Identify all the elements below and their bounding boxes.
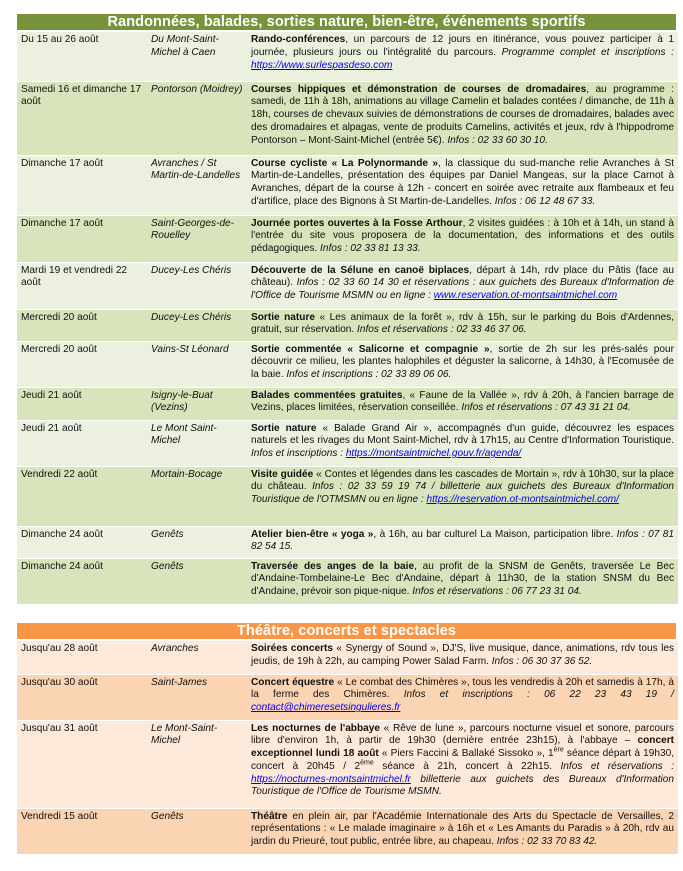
event-text: en plein air, par l'Académie Internationale des Arts du Spectacle de Versailles, 2 représentations : « Le malade imaginaire » à 16h et « Les Amants du Paradis » à 20h, rdv au jardin du Prieuré, tout public, entrée libre, au chapeau. xyxy=(251,810,674,848)
table-row xyxy=(17,262,678,309)
event-title: Sortie nature xyxy=(251,422,317,434)
event-title: Course cycliste « La Polynormande » xyxy=(251,157,438,169)
event-title: Sortie nature xyxy=(251,311,315,323)
table-row xyxy=(17,420,678,466)
table-row xyxy=(17,32,678,81)
event-place: Du Mont-Saint-Michel à Caen xyxy=(147,32,247,81)
event-text: séance départ à 19h30, concert à 20h45 / 2 xyxy=(251,748,675,772)
event-description xyxy=(247,720,678,808)
event-sup: ème xyxy=(360,759,374,767)
event-description xyxy=(247,526,678,558)
event-text: « Le combat des Chimères », tous les vendredis à 20h et samedis à 17h, à la ferme des Chimères. xyxy=(251,676,674,701)
table-row xyxy=(17,341,678,387)
event-link[interactable]: https://montsaintmichel.gouv.fr/agenda/ xyxy=(345,448,522,460)
event-description xyxy=(247,387,678,420)
event-place: Pontorson (Moidrey) xyxy=(147,81,247,155)
event-date: Mardi 19 et vendredi 22 août xyxy=(17,262,147,309)
event-info: Infos : 02 33 60 14 30 et réservations : aux guichets des Bureaux d'Information de l'Office de Tourisme MSMN ou en ligne : xyxy=(251,277,674,302)
table-row xyxy=(17,387,678,420)
event-text: , au programme : samedi, de 11h à 18h, animations au village Camelin et balades contées / dimanche, de 11h à 18h, courses de chevaux suivies de démonstrations de courses de dromadaires, balades avec des dromadaires et alpagas, vente de produits Camelins, activités et jeux, rdv à l'hippodrome Pontorson – Mont-Saint-Michel (entrée 5€). xyxy=(251,83,674,146)
event-description xyxy=(247,32,678,81)
event-info: Infos : 02 33 81 13 33. xyxy=(320,243,421,255)
event-text: , la classique du sud-manche relie Avranches à St Martin-de-Landelles, présentation des équipes par Daniel Mangeas, sur la place Carnot à Avranches, départ de la course à 12h - concert en soirée avec retraite aux flambeaux et feu d'artifice, place des Bignons à St Martin-de-Landelles. xyxy=(251,157,674,207)
event-info: Infos et réservations : xyxy=(560,760,675,772)
event-text: « Balade Grand Air », accompagnés d'un guide, découvrez les espaces naturels et les rivages du Mont Saint-Michel, rdv à 17h15, au Centre d'Information Touristique. xyxy=(251,422,674,447)
event-text: , départ à 14h, rdv place du Pâtis (face au château). xyxy=(251,264,674,289)
table-row xyxy=(17,674,678,720)
event-text: « Rêve de lune », parcours nocturne visuel et sonore, parcours libre d'environ 1h, à partir de 19h30 (dernière entrée 23h15), à l'abbaye – xyxy=(251,722,675,747)
event-title: Journée portes ouvertes à la Fosse Arthour xyxy=(251,217,463,229)
event-place: Vains-St Léonard xyxy=(147,341,247,387)
event-info: Infos : 02 33 70 83 42. xyxy=(496,836,598,848)
event-link[interactable]: https://www.surlespasdeso.com xyxy=(251,59,393,71)
event-place: Isigny-le-Buat (Vezins) xyxy=(147,387,247,420)
table-row xyxy=(17,558,678,604)
event-date: Mercredi 20 août xyxy=(17,341,147,387)
table-row xyxy=(17,309,678,341)
event-place: Le Mont Saint-Michel xyxy=(147,420,247,466)
event-date: Dimanche 24 août xyxy=(17,558,147,604)
event-info: Infos : 02 33 60 30 10. xyxy=(447,134,548,146)
event-description xyxy=(247,309,678,341)
event-title: Balades commentées gratuites xyxy=(251,389,403,401)
event-date: Du 15 au 26 août xyxy=(17,32,147,81)
event-date: Dimanche 24 août xyxy=(17,526,147,558)
event-place: Genêts xyxy=(147,808,247,854)
event-place: Saint-Georges-de-Rouelley xyxy=(147,215,247,262)
table-row xyxy=(17,215,678,262)
event-description xyxy=(247,466,678,526)
event-title: Théâtre xyxy=(251,810,288,822)
event-text: , sortie de 2h sur les prés-salés pour découvrir ce milieu, les plantes halophiles et déguster la salicorne, à 14h30, à l'Ecomusée de la baie. xyxy=(251,343,674,381)
event-place: Le Mont-Saint-Michel xyxy=(147,720,247,808)
event-date: Mercredi 20 août xyxy=(17,309,147,341)
event-description xyxy=(247,262,678,309)
event-date: Samedi 16 et dimanche 17 août xyxy=(17,81,147,155)
event-date: Jusqu'au 31 août xyxy=(17,720,147,808)
event-text: , à 16h, au bar culturel La Maison, participation libre. xyxy=(373,528,617,540)
event-place: Genêts xyxy=(147,526,247,558)
event-link[interactable]: www.reservation.ot-montsaintmichel.com xyxy=(433,290,618,302)
event-info: Infos et réservations : 07 43 31 21 04. xyxy=(461,402,631,414)
event-title: Les nocturnes de l'abbaye xyxy=(251,722,380,734)
event-title: Sortie commentée « Salicorne et compagnie » xyxy=(251,343,490,355)
event-text: , au profit de la SNSM de Genêts, traversée Le Bec d'Andaine-Tombelaine-Le Bec d'Andaine, départ à 11h30, de la station SNSM du Bec d'Andaine, prévoir son pique-nique. xyxy=(251,560,674,598)
table-row xyxy=(17,808,678,854)
event-description xyxy=(247,420,678,466)
event-title: Traversée des anges de la baie xyxy=(251,560,415,572)
event-info: Infos : 07 81 82 54 15. xyxy=(251,528,674,553)
event-date: Jeudi 21 août xyxy=(17,420,147,466)
event-info: Infos : 06 30 37 36 52. xyxy=(491,655,593,667)
event-title: Courses hippiques et démonstration de courses de dromadaires xyxy=(251,83,587,95)
event-description xyxy=(247,808,678,854)
section-header-theatre: Théâtre, concerts et spectacles xyxy=(17,623,676,639)
events-table-nature xyxy=(17,32,678,605)
event-link[interactable]: https://reservation.ot-montsaintmichel.com/ xyxy=(426,494,619,506)
event-info: Infos : 06 12 48 67 33. xyxy=(494,195,596,207)
table-row xyxy=(17,466,678,526)
event-description xyxy=(247,81,678,155)
event-title: Atelier bien-être « yoga » xyxy=(251,528,374,540)
event-link[interactable]: https://nocturnes-montsaintmichel.fr xyxy=(251,773,411,785)
table-row xyxy=(17,526,678,558)
event-text: , « Faune de la Vallée », rdv à 20h, à l'ancien barrage de Vezins, places limitées, réservation conseillée. xyxy=(251,389,674,414)
event-text: , 2 visites guidées : à 10h et à 14h, un stand à l'entrée du site vous proposera de la documentation, des informations et des outils pédagogiques. xyxy=(251,217,674,255)
event-description xyxy=(247,215,678,262)
event-title: Visite guidée xyxy=(251,468,314,480)
event-place: Avranches / St Martin-de-Landelles xyxy=(147,155,247,215)
event-description xyxy=(247,155,678,215)
event-text: « Les animaux de la forêt », rdv à 15h, sur le parking du Bois d'Ardennes, gratuit, sur réservation. xyxy=(251,311,674,336)
event-highlight: concert exceptionnel lundi 18 août xyxy=(251,735,674,760)
table-row xyxy=(17,155,678,215)
event-date: Jusqu'au 28 août xyxy=(17,641,147,674)
section-header-nature: Randonnées, balades, sorties nature, bien-être, événements sportifs xyxy=(17,14,676,30)
event-date: Vendredi 22 août xyxy=(17,466,147,526)
event-text: « Synergy of Sound », DJ'S, live musique, dance, animations, rdv tous les jeudis, de 19h à 22h, au camping Power Salad Farm. xyxy=(251,643,675,667)
event-text: « Piers Faccini & Ballaké Sissoko », 1 xyxy=(378,748,554,760)
event-place: Mortain-Bocage xyxy=(147,466,247,526)
event-place: Ducey-Les Chéris xyxy=(147,262,247,309)
event-link[interactable]: contact@chimeresetsingulieres.fr xyxy=(251,702,401,714)
event-date: Jeudi 21 août xyxy=(17,387,147,420)
event-info: Infos et réservations : 02 33 46 37 06. xyxy=(357,324,527,336)
event-description xyxy=(247,341,678,387)
table-row xyxy=(17,641,678,674)
event-place: Avranches xyxy=(147,641,247,674)
event-text: « Contes et légendes dans les cascades de Mortain », rdv à 10h30, sur la place du château. xyxy=(251,468,674,493)
event-place: Ducey-Les Chéris xyxy=(147,309,247,341)
event-info: Infos et inscriptions : xyxy=(251,448,346,460)
event-info-tail: billetterie aux guichets des Bureaux d'Information Touristique de l'Office de Tourisme MSMN. xyxy=(251,773,674,798)
event-date: Dimanche 17 août xyxy=(17,155,147,215)
event-description xyxy=(247,674,678,720)
event-place: Genêts xyxy=(147,558,247,604)
table-row xyxy=(17,81,678,155)
event-text: séance à 21h, concert à 22h15. xyxy=(373,760,561,772)
events-table-theatre xyxy=(17,641,678,855)
event-description xyxy=(247,641,678,674)
event-place: Saint-James xyxy=(147,674,247,720)
event-date: Vendredi 15 août xyxy=(17,808,147,854)
event-title: Soirées concerts xyxy=(251,643,333,654)
event-info: Infos : 02 33 59 19 74 / billetterie aux guichets des Bureaux d'Information Touristique de l'OTMSMN ou en ligne : xyxy=(251,481,674,506)
table-row xyxy=(17,720,678,808)
event-date: Jusqu'au 30 août xyxy=(17,674,147,720)
event-title: Découverte de la Sélune en canoë biplaces xyxy=(251,264,470,276)
event-date: Dimanche 17 août xyxy=(17,215,147,262)
event-info: Programme complet et inscriptions : xyxy=(501,46,674,58)
event-sup: ère xyxy=(553,746,564,754)
event-title: Concert équestre xyxy=(251,676,335,688)
event-info: Infos et inscriptions : 02 33 89 06 06. xyxy=(286,369,452,381)
event-info: Infos et réservations : 06 77 23 31 04. xyxy=(412,586,582,598)
event-description xyxy=(247,558,678,604)
event-info: Infos et inscriptions : 06 22 23 43 19 / xyxy=(403,689,674,701)
event-text: , un parcours de 12 jours en itinérance, vous pouvez participer à 1 journée, plusieurs jours ou l'intégralité du parcours. xyxy=(251,34,674,58)
event-title: Rando-conférences xyxy=(251,34,346,45)
